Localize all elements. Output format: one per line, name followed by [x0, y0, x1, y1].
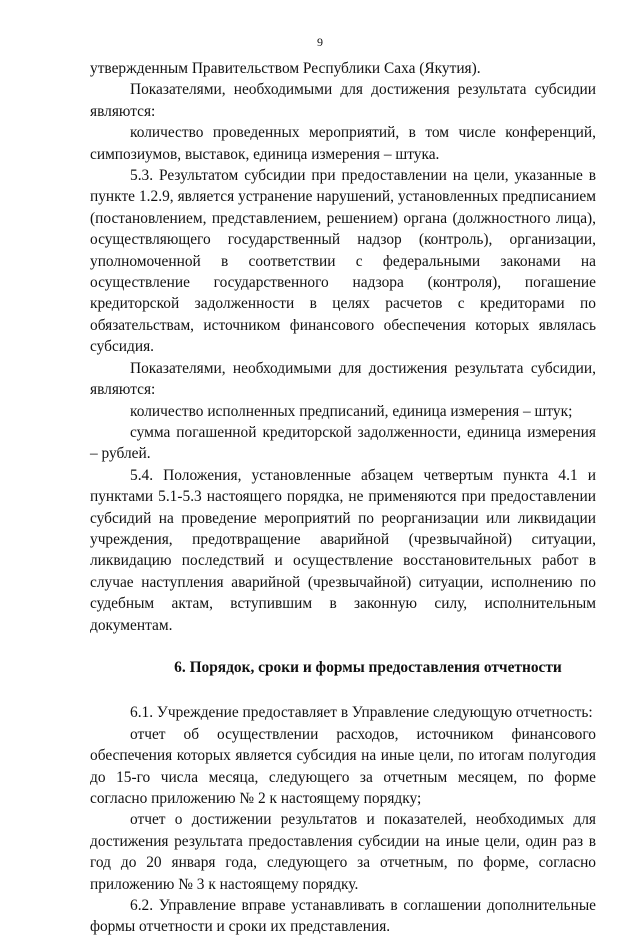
paragraph-6-1: 6.1. Учреждение предоставляет в Управление следующую отчетность: [130, 704, 593, 722]
paragraph-5-4: 5.4. Положения, установленные абзацем четвертым пункта 4.1 и пунктами 5.1-5.3 настоящего порядка, не применяются при предоставлении субсидий на проведение мероприятий по реорганизации или ликвидации учреждения, предотвращение аварийной (чрезвычайной) ситуации, ликвидацию последствий и осуществление восстановительных работ в случае наступления аварийной (чрезвычайной) ситуации, исполнению по судебным актам, вступившим в законную силу, исполнительным документам. [90, 466, 596, 634]
page-number: 9 [317, 35, 323, 49]
paragraph-indicators-events-heading: Показателями, необходимыми для достижения результата субсидии являются: [90, 81, 596, 120]
document-body [90, 58, 596, 938]
section-heading: 6. Порядок, сроки и формы предоставления отчетности [174, 658, 562, 676]
paragraph-indicators-violations-heading: Показателями, необходимыми для достижения результата субсидии, являются: [90, 359, 596, 399]
paragraph-expense-report: отчет об осуществлении расходов, источником финансового обеспечения которых является субсидия на иные цели, по итогам полугодия до 15-го числа месяца, следующего за отчетным месяцем, по форме согласно приложению № 2 к настоящему порядку; [90, 725, 596, 807]
spacer [90, 678, 596, 702]
paragraph-results-report: отчет о достижении результатов и показателей, необходимых для достижения результата предоставления субсидии на иные цели, один раз в год до 20 января года, следующего за отчетным, по форме, согласно приложению № 3 к настоящему порядку. [90, 811, 596, 893]
paragraph-indicator-debt-sum: сумма погашенной кредиторской задолженности, единица измерения – рублей. [90, 423, 596, 463]
paragraph-approved-by-government: утвержденным Правительством Республики Саха (Якутия). [90, 60, 481, 77]
paragraph-5-3: 5.3. Результатом субсидии при предоставлении на цели, указанные в пункте 1.2.9, является устранение нарушений, установленных предписанием (постановлением, представлением, решением) органа (должностного лица), осуществляющего государственный надзор (контроль), организации, уполномоченной в соответствии с федеральными законами на осуществление государственного надзора (контроля), погашение кредиторской задолженности в целях расчетов с кредиторами по обязательствам, источником финансового обеспечения которых являлась субсидия. [90, 167, 596, 356]
paragraph-indicator-events-count: количество проведенных мероприятий, в том числе конференций, симпозиумов, выставок, единица измерения – штука. [90, 124, 596, 163]
spacer [90, 636, 596, 657]
paragraph-indicator-orders-count: количество исполненных предписаний, единица измерения – штук; [130, 402, 573, 420]
paragraph-6-2: 6.2. Управление вправе устанавливать в соглашении дополнительные формы отчетности и сроки их представления. [90, 897, 596, 936]
